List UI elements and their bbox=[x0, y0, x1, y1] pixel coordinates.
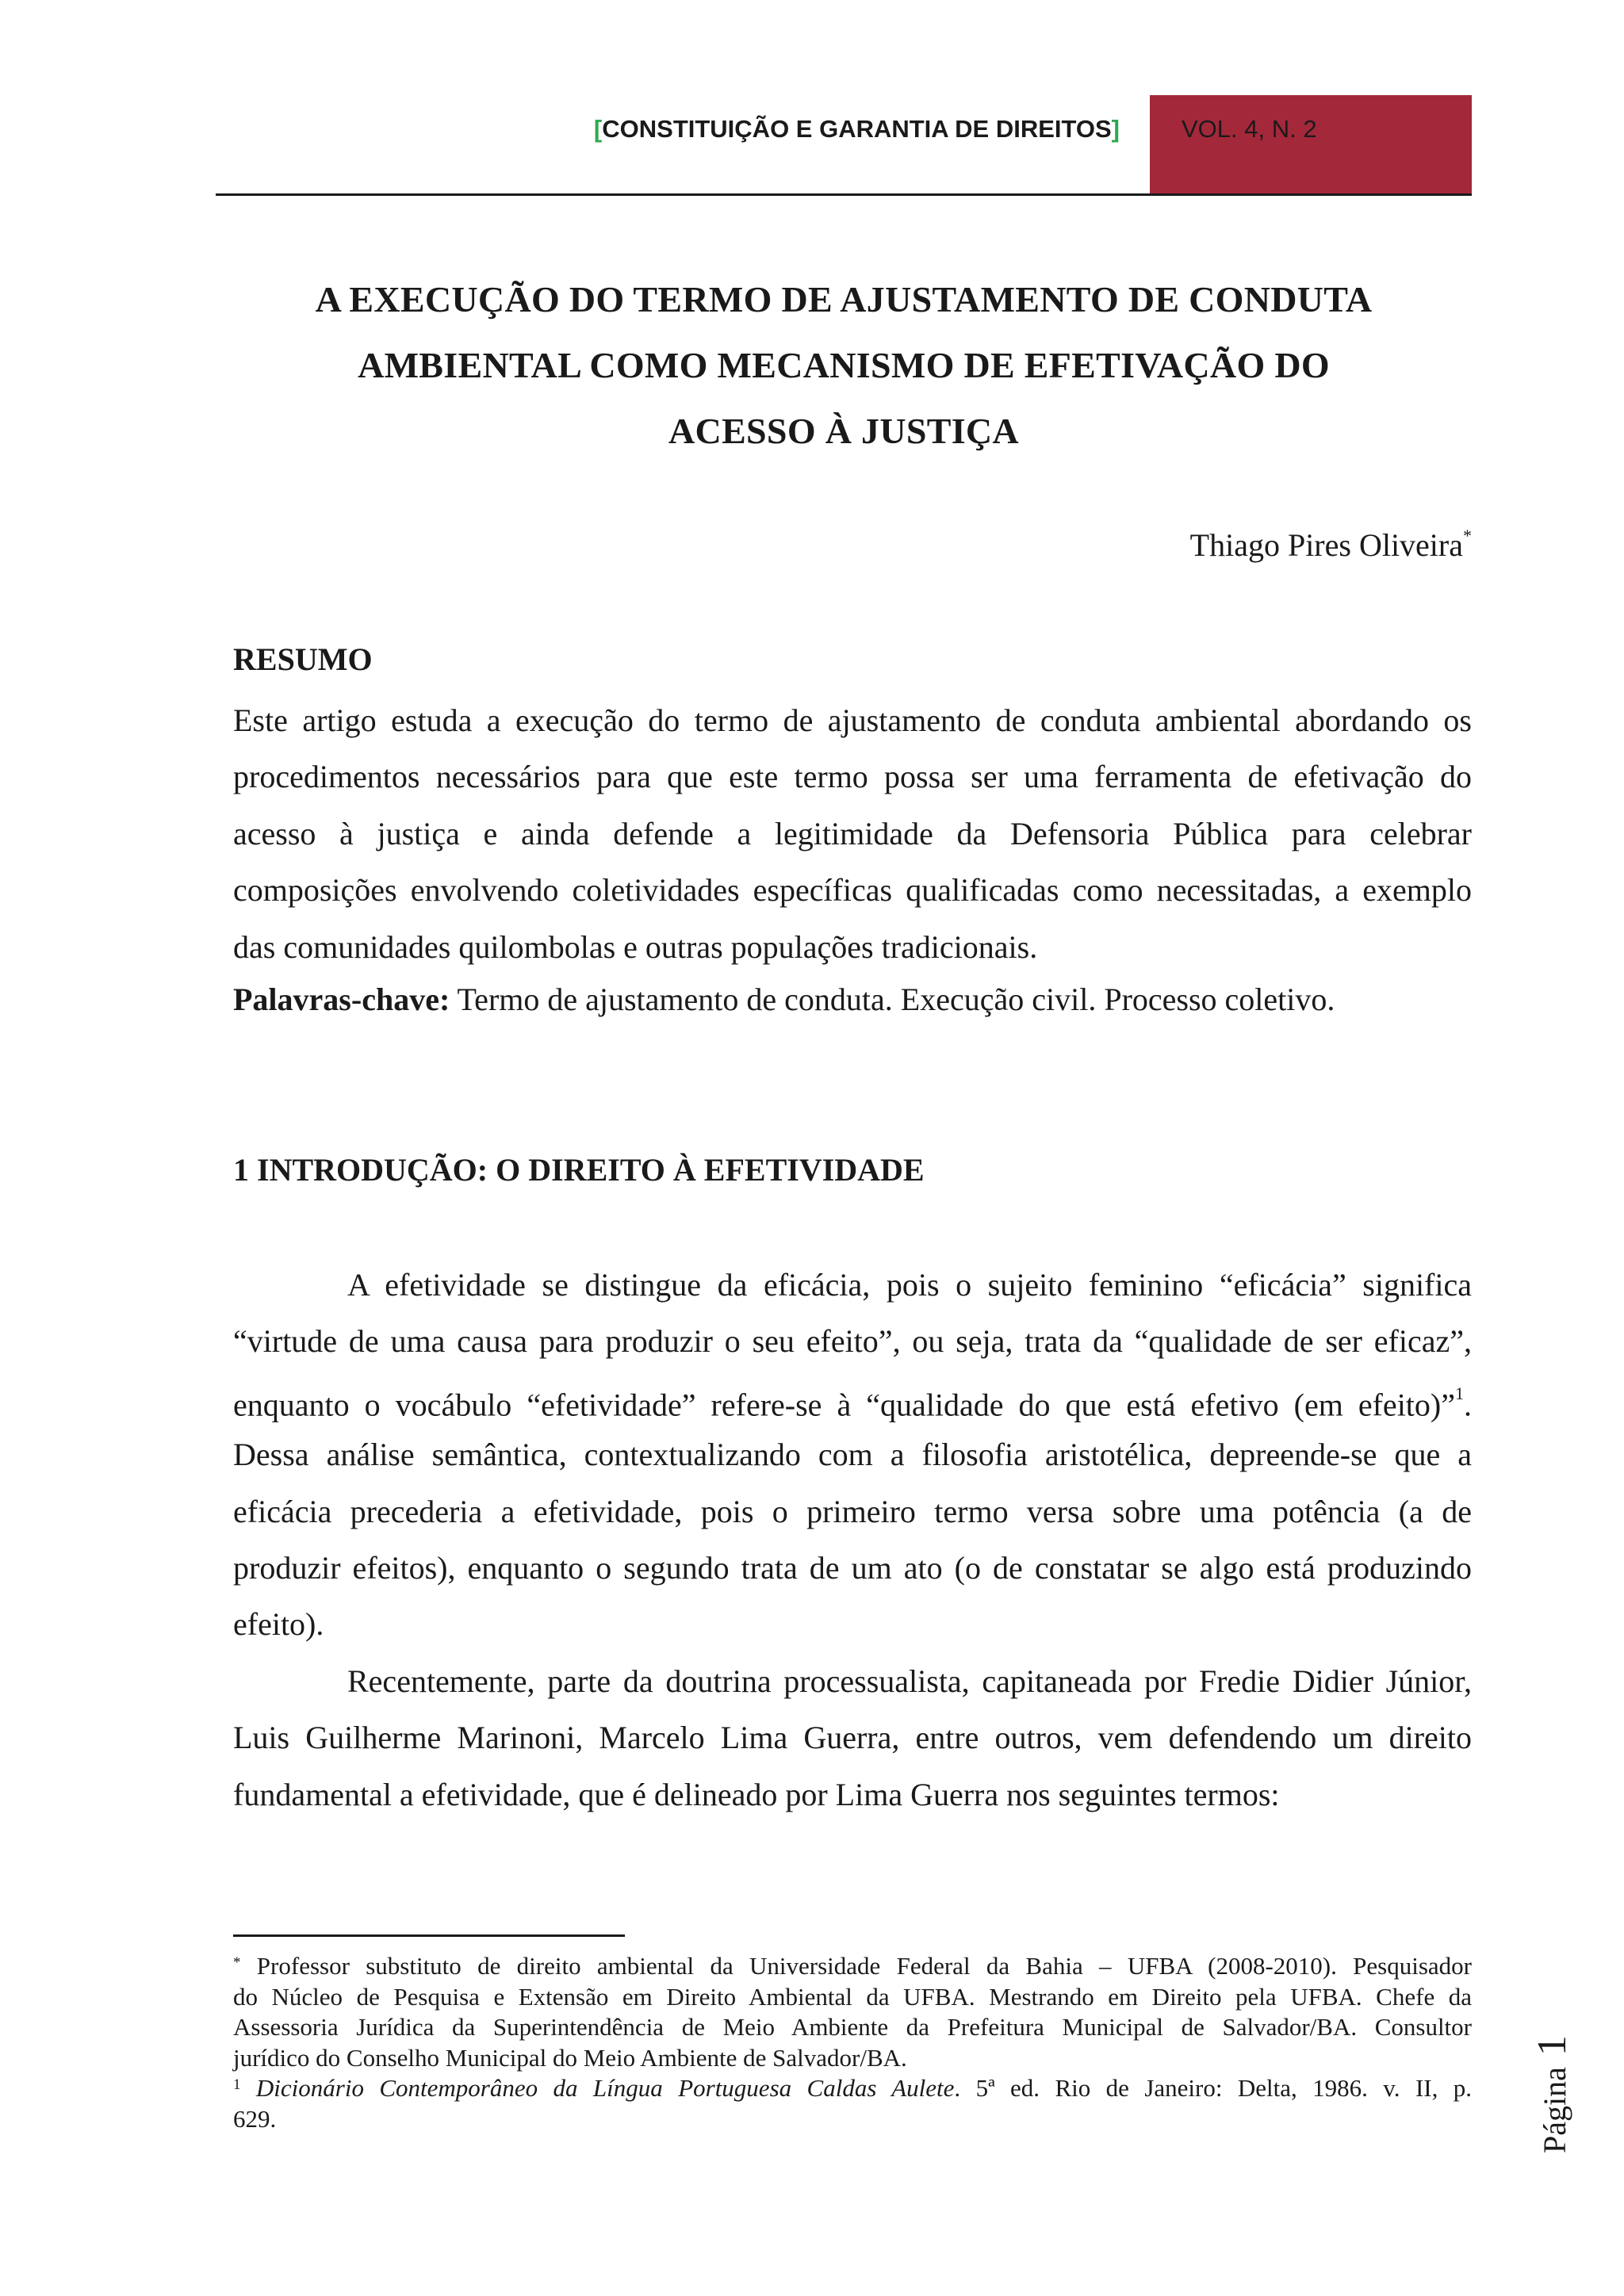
keywords bbox=[233, 981, 1335, 1018]
paragraph-line: “virtude de uma causa para produzir o seu efeito”, ou seja, trata da “qualidade de ser eficaz”, bbox=[233, 1323, 1472, 1360]
title-line-1: A EXECUÇÃO DO TERMO DE AJUSTAMENTO DE CONDUTA bbox=[315, 279, 1373, 320]
paragraph-line-text: enquanto o vocábulo “efetividade” refere-se à “qualidade do que está efetivo (em efeito)” bbox=[233, 1387, 1455, 1423]
abstract-line: das comunidades quilombolas e outras populações tradicionais. bbox=[233, 928, 1038, 965]
author bbox=[1190, 526, 1472, 564]
footnote-1-title: Dicionário Contemporâneo da Língua Portuguesa Caldas Aulete bbox=[255, 2074, 955, 2102]
header-rule bbox=[216, 193, 1472, 196]
abstract-body bbox=[233, 692, 1472, 975]
bracket-open: [ bbox=[593, 115, 603, 143]
section-1-paragraph-2 bbox=[233, 1653, 1472, 1823]
footnotes bbox=[233, 1951, 1472, 2134]
paragraph-line: fundamental a efetividade, que é delineado por Lima Guerra nos seguintes termos: bbox=[233, 1776, 1280, 1812]
journal-title bbox=[0, 0, 1231, 100]
article-title bbox=[216, 266, 1472, 464]
paragraph-line: eficácia precederia a efetividade, pois o primeiro termo versa sobre uma potência (a de bbox=[233, 1493, 1472, 1529]
section-1-paragraph-1 bbox=[233, 1257, 1472, 1653]
paragraph-line: Luis Guilherme Marinoni, Marcelo Lima Guerra, entre outros, vem defendendo um direito bbox=[233, 1720, 1472, 1756]
section-1-heading: 1 INTRODUÇÃO: O DIREITO À EFETIVIDADE bbox=[233, 1152, 925, 1188]
title-line-3: ACESSO À JUSTIÇA bbox=[668, 411, 1019, 451]
abstract-line: procedimentos necessários para que este termo possa ser uma ferramenta de efetivação do bbox=[233, 759, 1472, 795]
abstract-line: composições envolvendo coletividades específicas qualificadas como necessitadas, a exemplo bbox=[233, 872, 1472, 909]
page-number-value: 1 bbox=[1530, 2035, 1575, 2057]
footnote-star-line: Assessoria Jurídica da Superintendência de Meio Ambiente da Prefeitura Municipal de Salvador/BA. Consultor bbox=[233, 2013, 1472, 2041]
footnote-star-mark: * bbox=[233, 1954, 241, 1971]
footnote-1-end: 629. bbox=[233, 2104, 277, 2133]
footnote-1-mark: 1 bbox=[233, 2076, 241, 2093]
page-number bbox=[1529, 2035, 1576, 2153]
volume-number: VOL. 4, N. 2 bbox=[1182, 115, 1317, 143]
footnote-star-line: jurídico do Conselho Municipal do Meio Ambiente de Salvador/BA. bbox=[233, 2043, 907, 2072]
paragraph-line: A efetividade se distingue da eficácia, pois o sujeito feminino “eficácia” significa bbox=[347, 1267, 1472, 1303]
abstract-line: acesso à justiça e ainda defende a legitimidade da Defensoria Pública para celebrar bbox=[233, 815, 1472, 851]
journal-name: CONSTITUIÇÃO E GARANTIA DE DIREITOS bbox=[602, 115, 1112, 143]
running-header-text bbox=[216, 103, 1150, 155]
paragraph-line: produzir efeitos), enquanto o segundo trata de um ato (o de constatar se algo está produzindo bbox=[233, 1549, 1472, 1586]
bracket-close: ] bbox=[1111, 115, 1120, 143]
paragraph-line: efeito). bbox=[233, 1606, 324, 1643]
footnote-star-line bbox=[233, 1951, 1472, 1982]
author-name: Thiago Pires Oliveira bbox=[1189, 527, 1463, 563]
paragraph-line bbox=[233, 1370, 1472, 1426]
footnote-separator bbox=[233, 1934, 625, 1937]
footnote-star-line: do Núcleo de Pesquisa e Extensão em Direito Ambiental da UFBA. Mestrando em Direito pela UFBA. Chefe da bbox=[233, 1982, 1472, 2011]
paragraph-line: Recentemente, parte da doutrina processualista, capitaneada por Fredie Didier Júnior, bbox=[347, 1663, 1472, 1699]
keywords-text: Termo de ajustamento de conduta. Execução civil. Processo coletivo. bbox=[450, 982, 1335, 1017]
title-line-2: AMBIENTAL COMO MECANISMO DE EFETIVAÇÃO DO bbox=[358, 345, 1330, 385]
sentence-end: . bbox=[1464, 1387, 1472, 1423]
footnote-1-rest: . 5ª ed. Rio de Janeiro: Delta, 1986. v. II, p. bbox=[954, 2074, 1472, 2102]
abstract-line: Este artigo estuda a execução do termo de ajustamento de conduta ambiental abordando os bbox=[233, 702, 1472, 738]
footnote-text: Professor substituto de direito ambiental da Universidade Federal da Bahia – UFBA (2008-2010). Pesquisador bbox=[240, 1952, 1472, 1980]
keywords-label: Palavras-chave: bbox=[233, 982, 450, 1017]
abstract-heading: RESUMO bbox=[233, 641, 373, 677]
author-footnote-mark: * bbox=[1463, 525, 1472, 545]
page-label: Página bbox=[1537, 2067, 1572, 2153]
footnote-1-line bbox=[233, 2073, 1472, 2104]
paragraph-line: Dessa análise semântica, contextualizando com a filosofia aristotélica, depreende-se que a bbox=[233, 1437, 1472, 1473]
footnote-ref-1[interactable]: 1 bbox=[1455, 1383, 1464, 1403]
